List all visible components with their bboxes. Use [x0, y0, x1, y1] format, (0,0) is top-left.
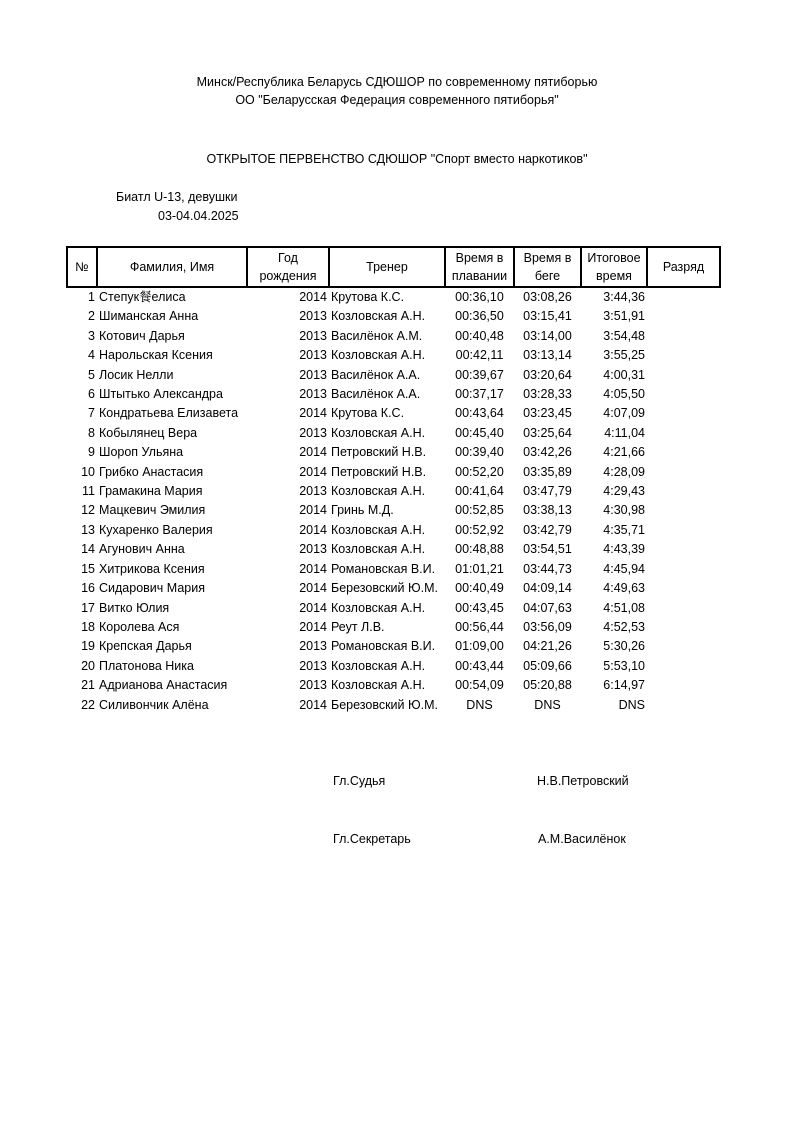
swim-time: 00:40,48	[455, 328, 504, 343]
table-row	[67, 696, 720, 715]
place-number: 16	[81, 581, 95, 596]
coach-name: Крутова К.С.	[331, 406, 405, 421]
run-time: 04:21,26	[523, 639, 572, 654]
chief-secretary-title: Гл.Секретарь	[333, 832, 411, 846]
run-time: 03:23,45	[523, 406, 572, 421]
rank-value	[647, 676, 720, 695]
total-time: 3:51,91	[603, 309, 645, 324]
athlete-name: Кухаренко Валерия	[99, 522, 213, 537]
total-time: 4:05,50	[603, 387, 645, 402]
place-number: 19	[81, 639, 95, 654]
coach-name: Петровский Н.В.	[331, 464, 427, 479]
swim-time: 00:36,50	[455, 309, 504, 324]
birth-year: 2014	[299, 600, 327, 615]
table-row	[67, 385, 720, 404]
birth-year: 2013	[299, 639, 327, 654]
birth-year: 2013	[299, 678, 327, 693]
coach-name: Крутова К.С.	[331, 290, 405, 304]
place-number: 22	[81, 697, 95, 712]
birth-year: 2014	[299, 445, 327, 460]
total-time: DNS	[618, 697, 645, 712]
place-number: 6	[88, 387, 95, 402]
table-row	[67, 657, 720, 676]
swim-time: 00:52,20	[455, 464, 504, 479]
header-num: №	[67, 247, 97, 287]
athlete-name: Шороп Ульяна	[99, 445, 184, 460]
run-time: 03:28,33	[523, 387, 572, 402]
organization-line-2: ОО "Беларусская Федерация современного пятиборья"	[235, 93, 559, 107]
athlete-name: Шиманская Анна	[99, 309, 199, 324]
table-row	[67, 637, 720, 656]
athlete-name: Котович Дарья	[99, 328, 185, 343]
run-time: 03:47,79	[523, 484, 572, 499]
place-number: 7	[88, 406, 95, 421]
rank-value	[647, 404, 720, 423]
place-number: 14	[81, 542, 95, 557]
total-time: 4:29,43	[603, 484, 645, 499]
rank-value	[647, 618, 720, 637]
total-time: 4:43,39	[603, 542, 645, 557]
athlete-name: Крепская Дарья	[99, 639, 192, 654]
total-time: 6:14,97	[603, 678, 645, 693]
birth-year: 2013	[299, 542, 327, 557]
swim-time: 01:01,21	[455, 561, 504, 576]
run-time: DNS	[534, 697, 561, 712]
athlete-name: Агунович Анна	[99, 542, 185, 557]
coach-name: Василёнок А.М.	[331, 328, 423, 343]
total-time: 5:30,26	[603, 639, 645, 654]
birth-year: 2014	[299, 581, 327, 596]
birth-year: 2013	[299, 309, 327, 324]
run-time: 03:42,26	[523, 445, 572, 460]
coach-name: Козловская А.Н.	[331, 348, 426, 363]
total-time: 3:44,36	[603, 290, 645, 304]
athlete-name: Степук餐елиса	[99, 290, 186, 304]
athlete-name: Нарольская Ксения	[99, 348, 213, 363]
rank-value	[647, 637, 720, 656]
place-number: 8	[88, 425, 95, 440]
athlete-name: Силивончик Алёна	[99, 697, 209, 712]
table-row	[67, 560, 720, 579]
total-time: 4:52,53	[603, 619, 645, 634]
swim-time: 00:36,10	[455, 290, 504, 304]
swim-time: 00:52,85	[455, 503, 504, 518]
rank-value	[647, 579, 720, 598]
coach-name: Козловская А.Н.	[331, 658, 426, 673]
header-rank: Разряд	[647, 247, 720, 287]
total-time: 5:53,10	[603, 658, 645, 673]
birth-year: 2014	[299, 561, 327, 576]
birth-year: 2013	[299, 348, 327, 363]
total-time: 4:28,09	[603, 464, 645, 479]
table-row	[67, 404, 720, 423]
coach-name: Романовская В.И.	[331, 639, 436, 654]
swim-time: 00:43,45	[455, 600, 504, 615]
birth-year: 2013	[299, 484, 327, 499]
athlete-name: Хитрикова Ксения	[99, 561, 205, 576]
birth-year: 2014	[299, 522, 327, 537]
header-name: Фамилия, Имя	[97, 247, 247, 287]
birth-year: 2014	[299, 697, 327, 712]
athlete-name: Королева Ася	[99, 619, 180, 634]
place-number: 2	[88, 309, 95, 324]
coach-name: Василёнок А.А.	[331, 367, 421, 382]
table-row	[67, 676, 720, 695]
total-time: 4:00,31	[603, 367, 645, 382]
chief-secretary-name: А.М.Василёнок	[538, 832, 626, 846]
birth-year: 2014	[299, 464, 327, 479]
run-time: 03:44,73	[523, 561, 572, 576]
athlete-name: Грамакина Мария	[99, 484, 203, 499]
run-time: 04:09,14	[523, 581, 572, 596]
competition-title: ОТКРЫТОЕ ПЕРВЕНСТВО СДЮШОР "Спорт вместо наркотиков"	[206, 152, 588, 166]
table-row	[67, 501, 720, 520]
swim-time: 00:45,40	[455, 425, 504, 440]
birth-year: 2014	[299, 406, 327, 421]
place-number: 12	[81, 503, 95, 518]
rank-value	[647, 366, 720, 385]
table-header-row	[67, 247, 720, 287]
run-time: 05:09,66	[523, 658, 572, 673]
swim-time: 00:40,49	[455, 581, 504, 596]
run-time: 03:14,00	[523, 328, 572, 343]
coach-name: Козловская А.Н.	[331, 600, 426, 615]
athlete-name: Грибко Анастасия	[99, 464, 204, 479]
athlete-name: Витко Юлия	[99, 600, 170, 615]
table-row	[67, 443, 720, 462]
swim-time: 00:52,92	[455, 522, 504, 537]
run-time: 03:35,89	[523, 464, 572, 479]
table-row	[67, 346, 720, 365]
rank-value	[647, 560, 720, 579]
coach-name: Козловская А.Н.	[331, 542, 426, 557]
run-time: 03:13,14	[523, 348, 572, 363]
place-number: 10	[81, 464, 95, 479]
athlete-name: Кондратьева Елизавета	[99, 406, 239, 421]
swim-time: 00:41,64	[455, 484, 504, 499]
header-coach: Тренер	[329, 247, 445, 287]
rank-value	[647, 482, 720, 501]
place-number: 3	[88, 328, 95, 343]
header-total-time: Итоговое время	[581, 247, 647, 287]
coach-name: Петровский Н.В.	[331, 445, 427, 460]
athlete-name: Кобылянец Вера	[99, 425, 198, 440]
total-time: 4:49,63	[603, 581, 645, 596]
total-time: 4:45,94	[603, 561, 645, 576]
table-row	[67, 424, 720, 443]
run-time: 04:07,63	[523, 600, 572, 615]
run-time: 03:38,13	[523, 503, 572, 518]
rank-value	[647, 307, 720, 326]
header-year: Год рождения	[247, 247, 329, 287]
birth-year: 2013	[299, 387, 327, 402]
event-date: 03-04.04.2025	[158, 209, 239, 223]
place-number: 13	[81, 522, 95, 537]
run-time: 03:56,09	[523, 619, 572, 634]
table-row	[67, 599, 720, 618]
total-time: 4:21,66	[603, 445, 645, 460]
organization-line-1: Минск/Республика Беларусь СДЮШОР по современному пятиборью	[196, 75, 598, 89]
rank-value	[647, 443, 720, 462]
run-time: 03:08,26	[523, 290, 572, 304]
rank-value	[647, 327, 720, 346]
birth-year: 2013	[299, 328, 327, 343]
place-number: 1	[88, 290, 95, 304]
rank-value	[647, 287, 720, 307]
rank-value	[647, 696, 720, 715]
event-name: Биатл U-13, девушки	[116, 190, 238, 204]
chief-judge-title: Гл.Судья	[333, 774, 386, 788]
rank-value	[647, 463, 720, 482]
birth-year: 2014	[299, 290, 327, 304]
coach-name: Реут Л.В.	[331, 619, 385, 634]
place-number: 4	[88, 348, 95, 363]
run-time: 03:15,41	[523, 309, 572, 324]
table-row	[67, 366, 720, 385]
total-time: 4:11,04	[604, 425, 645, 440]
athlete-name: Платонова Ника	[99, 658, 194, 673]
results-table	[66, 246, 721, 715]
athlete-name: Лосик Нелли	[99, 367, 174, 382]
swim-time: 00:56,44	[455, 619, 504, 634]
coach-name: Козловская А.Н.	[331, 309, 426, 324]
rank-value	[647, 599, 720, 618]
athlete-name: Мацкевич Эмилия	[99, 503, 206, 518]
rank-value	[647, 385, 720, 404]
birth-year: 2014	[299, 619, 327, 634]
coach-name: Василёнок А.А.	[331, 387, 421, 402]
swim-time: 00:37,17	[455, 387, 504, 402]
swim-time: 00:39,67	[455, 367, 504, 382]
swim-time: 01:09,00	[455, 639, 504, 654]
table-row	[67, 463, 720, 482]
swim-time: 00:42,11	[455, 348, 504, 363]
athlete-name: Адрианова Анастасия	[99, 678, 228, 693]
total-time: 3:54,48	[603, 328, 645, 343]
place-number: 21	[81, 678, 95, 693]
total-time: 4:07,09	[603, 406, 645, 421]
table-row	[67, 307, 720, 326]
total-time: 4:30,98	[603, 503, 645, 518]
birth-year: 2013	[299, 425, 327, 440]
table-row	[67, 482, 720, 501]
rank-value	[647, 424, 720, 443]
total-time: 4:35,71	[603, 522, 645, 537]
coach-name: Гринь М.Д.	[331, 503, 394, 518]
total-time: 3:55,25	[603, 348, 645, 363]
rank-value	[647, 657, 720, 676]
athlete-name: Штытько Александра	[99, 387, 223, 402]
place-number: 20	[81, 658, 95, 673]
run-time: 03:25,64	[523, 425, 572, 440]
table-row	[67, 327, 720, 346]
run-time: 03:54,51	[523, 542, 572, 557]
header-run-time: Время в беге	[514, 247, 581, 287]
birth-year: 2013	[299, 658, 327, 673]
table-row	[67, 579, 720, 598]
run-time: 03:20,64	[523, 367, 572, 382]
swim-time: 00:54,09	[455, 678, 504, 693]
results-body	[67, 287, 720, 715]
birth-year: 2013	[299, 367, 327, 382]
run-time: 05:20,88	[523, 678, 572, 693]
header-swim-time: Время в плавании	[445, 247, 514, 287]
table-row	[67, 540, 720, 559]
swim-time: 00:39,40	[455, 445, 504, 460]
coach-name: Козловская А.Н.	[331, 678, 426, 693]
rank-value	[647, 501, 720, 520]
place-number: 18	[81, 619, 95, 634]
place-number: 9	[88, 445, 95, 460]
rank-value	[647, 521, 720, 540]
swim-time: 00:48,88	[455, 542, 504, 557]
run-time: 03:42,79	[523, 522, 572, 537]
rank-value	[647, 540, 720, 559]
swim-time: 00:43,44	[455, 658, 504, 673]
swim-time: DNS	[466, 697, 493, 712]
coach-name: Березовский Ю.М.	[331, 581, 438, 596]
place-number: 17	[81, 600, 95, 615]
table-row	[67, 521, 720, 540]
rank-value	[647, 346, 720, 365]
coach-name: Березовский Ю.М.	[331, 697, 438, 712]
place-number: 11	[82, 484, 95, 499]
place-number: 15	[81, 561, 95, 576]
birth-year: 2014	[299, 503, 327, 518]
coach-name: Романовская В.И.	[331, 561, 436, 576]
swim-time: 00:43,64	[455, 406, 504, 421]
table-row	[67, 618, 720, 637]
athlete-name: Сидарович Мария	[99, 581, 205, 596]
coach-name: Козловская А.Н.	[331, 425, 426, 440]
table-row	[67, 287, 720, 307]
coach-name: Козловская А.Н.	[331, 522, 426, 537]
place-number: 5	[88, 367, 95, 382]
total-time: 4:51,08	[603, 600, 645, 615]
chief-judge-name: Н.В.Петровский	[537, 774, 629, 788]
coach-name: Козловская А.Н.	[331, 484, 426, 499]
